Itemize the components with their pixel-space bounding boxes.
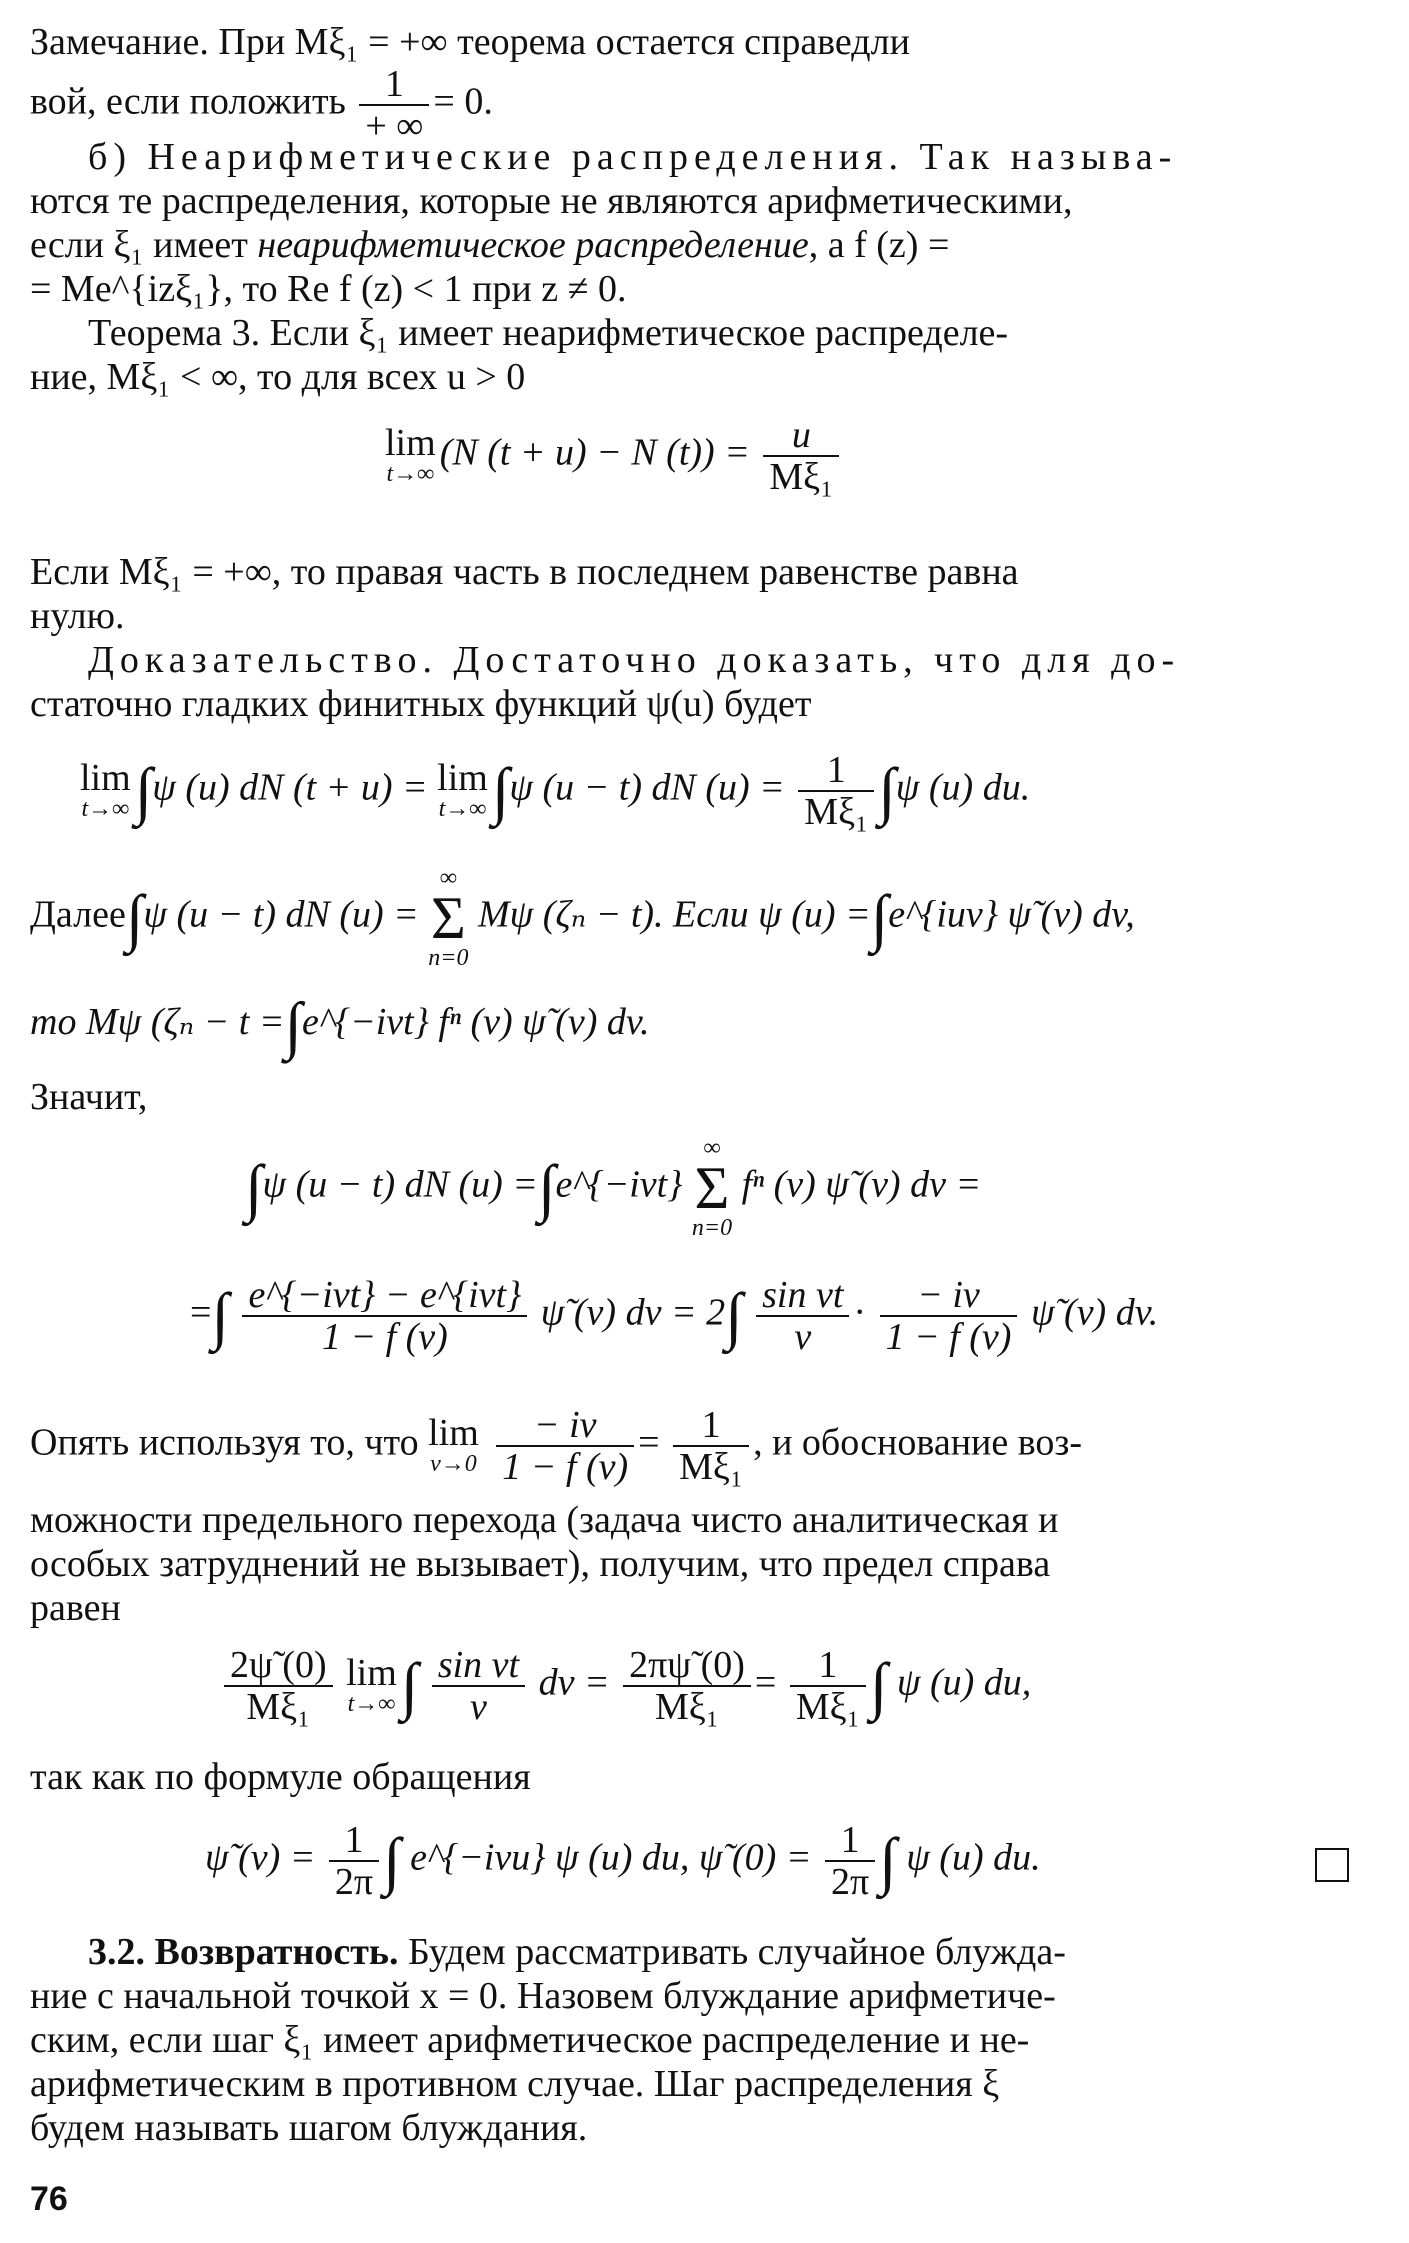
text-line: Доказательство. Достаточно доказать, что для до- (88, 639, 1181, 681)
text-line: Значит, (30, 1076, 148, 1118)
equation: Далее∫ψ (u − t) dN (u) = ∞ Σ n=0 Mψ (ζₙ − t). Если ψ (u) =∫e^{iuv} ψ̃ (v) dv, (30, 865, 1135, 971)
text-line: нулю. (30, 595, 125, 637)
text-line: Замечание. При Mξ₁ = +∞ теорема остается справедли (30, 21, 910, 63)
page-number: 76 (30, 2180, 68, 2218)
text-line: Опять используя то, что lim v→0 $\frac{- iv}{1 - f (v)}$ = $\frac{1}{\text{Mξ₁}}$ , и обоснование воз- (30, 1404, 1083, 1488)
text-line: вой, если положить 1 + ∞ = 0. (30, 63, 493, 147)
equation: lim t→∞ ∫ψ (u) dN (t + u) = lim t→∞ ∫ψ (u − t) dN (u) = $\frac{1}{\text{Mξ₁}}$ ∫ψ (u) du. (80, 749, 1031, 833)
text-line: если ξ₁ имеет неарифметическое распределение, а f (z) = (30, 224, 950, 266)
text-line: = Me^{izξ₁}, то Re f (z) < 1 при z ≠ 0. (30, 268, 627, 310)
text-line: б) Неарифметические распределения. Так называ- (88, 136, 1178, 178)
equation: то Mψ (ζₙ − t =∫e^{−ivt} fⁿ (v) ψ̃ (v) dv. (30, 989, 650, 1061)
equation: ∫ψ (u − t) dN (u) =∫e^{−ivt} ∞ Σ n=0 fⁿ (v) ψ̃ (v) dv = (245, 1135, 982, 1241)
equation: lim t→∞ (N (t + u) − N (t)) = $\frac{u}{\text{Mξ₁}}$ (385, 415, 843, 497)
text-line: равен (30, 1587, 121, 1629)
qed-square-icon (1315, 1848, 1349, 1882)
text-line: можности предельного перехода (задача чисто аналитическая и (30, 1499, 1059, 1541)
text-line: ние, Mξ₁ < ∞, то для всех u > 0 (30, 356, 526, 398)
text-line: Если Mξ₁ = +∞, то правая часть в последнем равенстве равна (30, 551, 1019, 593)
text-line: арифметическим в противном случае. Шаг распределения ξ (30, 2063, 1000, 2105)
text-line: ским, если шаг ξ₁ имеет арифметическое распределение и не- (30, 2019, 1030, 2061)
text-line: будем называть шагом блуждания. (30, 2107, 588, 2149)
equation: ψ̃ (v) = $\frac{1}{2\pi}$ ∫ e^{−ivu} ψ (u) du, ψ̃ (0) = $\frac{1}{2\pi}$ ∫ ψ (u) du. (205, 1819, 1041, 1903)
equation: $\frac{2\psĩ (0)}{\text{Mξ₁}}$ lim t→∞ ∫ $\frac{\text{sin vt}}{v}$ dv = $\frac{2\pi\psĩ (0)}{\text{Mξ₁}}$ = $\frac{1}{\text{Mξ₁}}$ ∫ ψ (u) du, (220, 1645, 1031, 1727)
text-line: ние с начальной точкой x = 0. Назовем блуждание арифметиче- (30, 1975, 1056, 2017)
fraction: 1 + ∞ (359, 64, 429, 146)
text-line: Теорема 3. Если ξ₁ имеет неарифметическое распределе- (88, 312, 1009, 354)
text-line: 3.2. Возвратность. Будем рассматривать случайное блужда- (88, 1931, 1066, 1973)
equation: =∫ e^{−ivt} − e^{ivt} 1 − f (v) ψ̃ (v) dv = 2∫ $\frac{\text{sin vt}}{v}$ · $\frac{- iv}{1 - f (v)}$ ψ̃ (v) dv. (190, 1274, 1159, 1358)
text-line: ются те распределения, которые не являются арифметическими, (30, 180, 1073, 222)
text-line: так как по формуле обращения (30, 1756, 531, 1798)
text-line: статочно гладких финитных функций ψ(u) будет (30, 683, 812, 725)
text-line: особых затруднений не вызывает), получим, что предел справа (30, 1543, 1051, 1585)
